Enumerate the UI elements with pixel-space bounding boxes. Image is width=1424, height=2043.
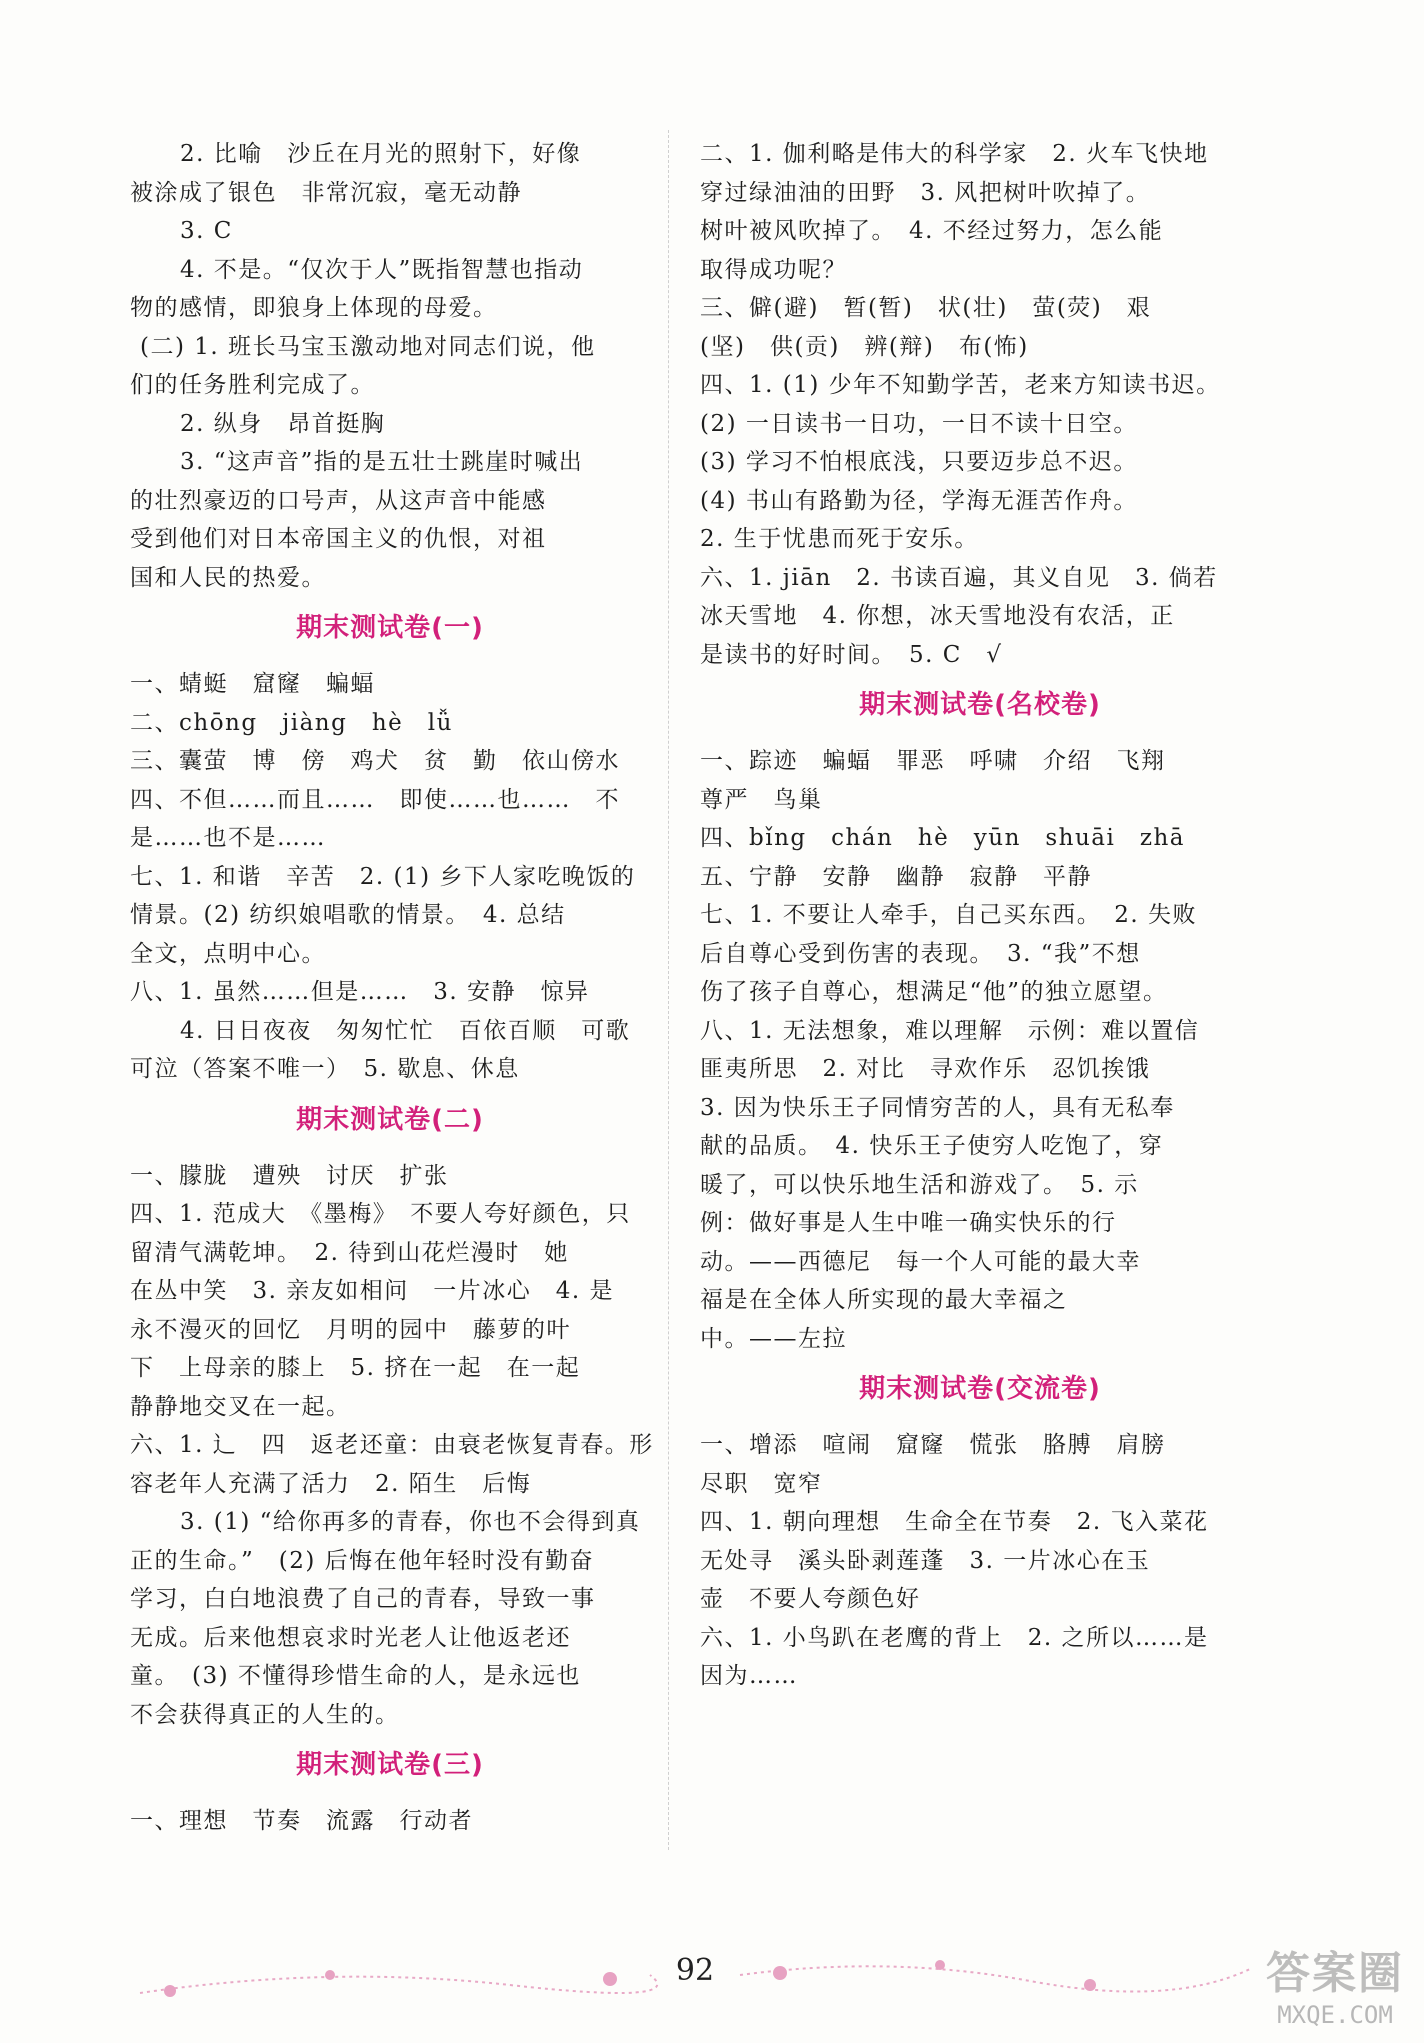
answer-line: 情景。(2) 纺织娘唱歌的情景。 4. 总结 <box>130 902 566 928</box>
answer-line: 七、1. 和谐 辛苦 2. (1) 乡下人家吃晚饭的 <box>130 863 636 890</box>
answer-line: 后自尊心受到伤害的表现。 3. “我”不想 <box>700 940 1141 967</box>
watermark-url: MXQE.COM <box>1277 2001 1393 2029</box>
answer-line: 4. 不是。“仅次于人”既指智慧也指动 <box>180 256 584 283</box>
answer-line: 们的任务胜利完成了。 <box>130 372 375 398</box>
answer-line: (坚) 供(贡) 辨(辩) 布(怖) <box>700 333 1029 360</box>
column-divider <box>668 130 669 1850</box>
answer-line: 取得成功呢？ <box>700 256 847 283</box>
section-heading: 期末测试卷(名校卷) <box>859 690 1101 720</box>
answer-line: 匪夷所思 2. 对比 寻欢作乐 忍饥挨饿 <box>700 1056 1151 1082</box>
answer-line: 永不漫灭的回忆 月明的园中 藤萝的叶 <box>130 1316 571 1343</box>
answer-line: 一、朦胧 遭殃 讨厌 扩张 <box>130 1162 449 1189</box>
answer-line: 二、chōng jiàng hè lǚ <box>130 709 453 736</box>
answer-line: 正的生命。” (2) 后悔在他年轻时没有勤奋 <box>130 1547 595 1574</box>
answer-line: 留清气满乾坤。 2. 待到山花烂漫时 她 <box>130 1239 569 1266</box>
answer-line: 物的感情，即狼身上体现的母爱。 <box>130 295 498 321</box>
page-footer <box>130 1945 1260 2015</box>
answer-line: 冰天雪地 4. 你想，冰天雪地没有农活，正 <box>700 603 1175 629</box>
page-number: 92 <box>675 1953 715 1988</box>
answer-line: 国和人民的热爱。 <box>130 564 326 591</box>
answer-line: 四、1. 范成大 《墨梅》 不要人夸好颜色，只 <box>130 1201 631 1227</box>
answer-line: 树叶被风吹掉了。 4. 不经过努力，怎么能 <box>700 218 1164 244</box>
answer-line: 六、1. jiān 2. 书读百遍，其义自见 3. 倘若 <box>700 564 1218 591</box>
answer-line: (3) 学习不怕根底浅，只要迈步总不迟。 <box>700 449 1138 475</box>
answer-line: 可泣（答案不唯一） 5. 歇息、休息 <box>130 1056 520 1082</box>
answer-line: 一、增添 喧闹 窟窿 慌张 胳膊 肩膀 <box>700 1432 1166 1458</box>
answer-line: 尽职 宽窄 <box>700 1470 823 1497</box>
answer-line: 4. 日日夜夜 匆匆忙忙 百依百顺 可歌 <box>180 1017 631 1044</box>
answer-line: 童。 (3) 不懂得珍惜生命的人，是永远也 <box>130 1663 581 1689</box>
answer-line: 3. C <box>180 218 233 244</box>
answer-line: 八、1. 虽然……但是…… 3. 安静 惊异 <box>130 979 590 1005</box>
answer-line: 壶 不要人夸颜色好 <box>700 1586 921 1612</box>
answer-line: 伤了孩子自尊心，想满足“他”的独立愿望。 <box>700 979 1168 1005</box>
answer-line: 暖了，可以快乐地生活和游戏了。 5. 示 <box>700 1171 1139 1198</box>
answer-line: (二) 1. 班长马宝玉激动地对同志们说，他 <box>140 333 596 360</box>
answer-line: 2. 生于忧患而死于安乐。 <box>700 526 979 552</box>
section-heading: 期末测试卷(交流卷) <box>859 1374 1101 1404</box>
answer-line: (2) 一日读书一日功，一日不读十日空。 <box>700 410 1138 437</box>
answer-line: 容老年人充满了活力 2. 陌生 后悔 <box>130 1470 532 1497</box>
answer-line: 3. (1) “给你再多的青春，你也不会得到真 <box>180 1509 641 1535</box>
answer-line: 是……也不是…… <box>130 825 326 851</box>
answer-line: 四、1. 朝向理想 生命全在节奏 2. 飞入菜花 <box>700 1509 1209 1535</box>
answer-line: 献的品质。 4. 快乐王子使穷人吃饱了，穿 <box>700 1133 1164 1159</box>
answer-line: 穿过绿油油的田野 3. 风把树叶吹掉了。 <box>700 179 1151 206</box>
answer-line: 是读书的好时间。 5. C √ <box>700 641 1003 668</box>
answer-line: 2. 纵身 昂首挺胸 <box>180 410 386 437</box>
answer-line: 五、宁静 安静 幽静 寂静 平静 <box>700 863 1092 890</box>
answer-line: 二、1. 伽利略是伟大的科学家 2. 火车飞快地 <box>700 141 1209 167</box>
answer-line: 四、bǐng chán hè yūn shuāi zhā <box>700 825 1186 851</box>
answer-line: 3. “这声音”指的是五壮士跳崖时喊出 <box>180 449 584 475</box>
answer-line: 学习，白白地浪费了自己的青春，导致一事 <box>130 1586 596 1612</box>
answer-line: 受到他们对日本帝国主义的仇恨，对祖 <box>130 526 547 552</box>
answer-line: 六、1. 小鸟趴在老鹰的背上 2. 之所以……是 <box>700 1624 1209 1651</box>
answer-line: 全文，点明中心。 <box>130 940 326 967</box>
answer-line: 八、1. 无法想象，难以理解 示例：难以置信 <box>700 1017 1200 1044</box>
answer-line: 福是在全体人所实现的最大幸福之 <box>700 1287 1068 1313</box>
answer-line: 不会获得真正的人生的。 <box>130 1701 400 1728</box>
answer-line: 中。——左拉 <box>700 1325 847 1352</box>
answer-line: 动。——西德尼 每一个人可能的最大幸 <box>700 1248 1141 1275</box>
answer-line: 三、囊萤 博 傍 鸡犬 贫 勤 依山傍水 <box>130 748 620 774</box>
answer-line: 七、1. 不要让人牵手，自己买东西。 2. 失败 <box>700 902 1198 928</box>
answer-line: 尊严 鸟巢 <box>700 786 823 813</box>
section-heading: 期末测试卷(三) <box>296 1750 484 1780</box>
answer-line: 一、理想 节奏 流露 行动者 <box>130 1808 473 1834</box>
watermark <box>1266 1937 1404 2029</box>
answer-line: 四、1. (1) 少年不知勤学苦，老来方知读书迟。 <box>700 372 1221 398</box>
answer-line: 在丛中笑 3. 亲友如相问 一片冰心 4. 是 <box>130 1278 615 1304</box>
left-column <box>130 135 654 1841</box>
answer-line: 无处寻 溪头卧剥莲蓬 3. 一片冰心在玉 <box>700 1547 1151 1574</box>
answer-line: 下 上母亲的膝上 5. 挤在一起 在一起 <box>130 1355 581 1381</box>
answer-line: 例：做好事是人生中唯一确实快乐的行 <box>700 1210 1117 1236</box>
answer-line: 六、1. 辶 四 返老还童：由衰老恢复青春。形 <box>130 1432 654 1458</box>
answer-line: 四、不但……而且…… 即使……也…… 不 <box>130 786 620 813</box>
answer-line: 静静地交叉在一起。 <box>130 1393 351 1420</box>
watermark-logo: 答案圈 <box>1266 1948 1404 1999</box>
right-column <box>700 135 1260 1696</box>
answer-line: 三、僻(避) 暂(暂) 状(壮) 萤(荧) 艰 <box>700 295 1152 321</box>
answer-line: 因为…… <box>700 1663 798 1689</box>
answer-line: 被涂成了银色 非常沉寂，毫无动静 <box>130 179 522 206</box>
answer-line: 的壮烈豪迈的口号声，从这声音中能感 <box>130 487 547 514</box>
answer-line: 无成。后来他想哀求时光老人让他返老还 <box>130 1624 571 1651</box>
section-heading: 期末测试卷(二) <box>296 1104 484 1135</box>
section-heading: 期末测试卷(一) <box>296 613 484 643</box>
answer-line: 一、踪迹 蝙蝠 罪恶 呼啸 介绍 飞翔 <box>700 748 1166 774</box>
answer-line: 2. 比喻 沙丘在月光的照射下，好像 <box>180 141 582 167</box>
answer-line: 一、蜻蜓 窟窿 蝙蝠 <box>130 671 375 697</box>
answer-line: (4) 书山有路勤为径，学海无涯苦作舟。 <box>700 487 1138 514</box>
answer-line: 3. 因为快乐王子同情穷苦的人，具有无私奉 <box>700 1094 1175 1121</box>
